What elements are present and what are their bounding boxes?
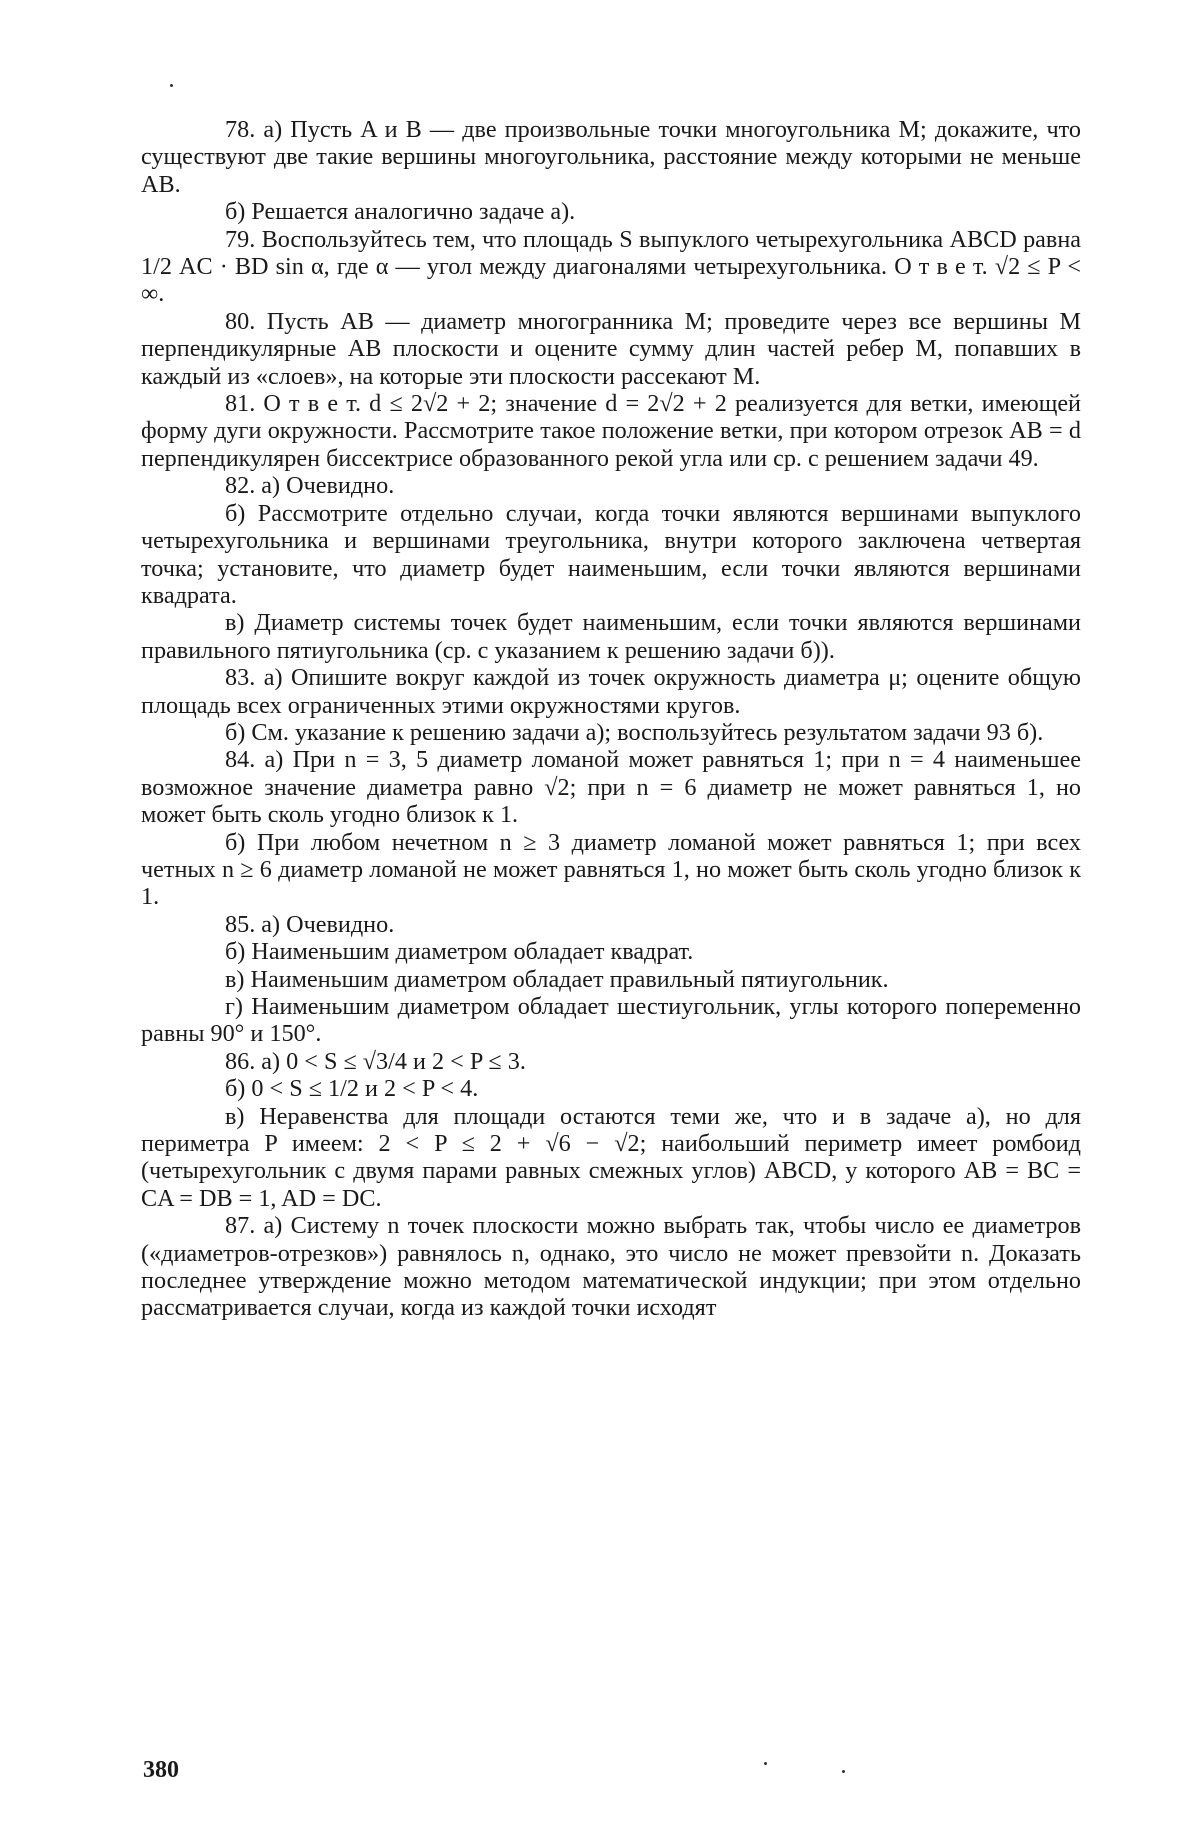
paragraph-83b: б) См. указание к решению задачи а); воспользуйтесь результатом задачи 93 б). [225, 718, 1044, 746]
paragraph-85a: 85. а) Очевидно. [225, 910, 395, 938]
paragraph-86b: б) 0 < S ≤ 1/2 и 2 < P < 4. [225, 1075, 479, 1103]
paragraph-87a: 87. а) Систему n точек плоскости можно выбрать так, чтобы число ее диаметров («диаметров-отрезков») равнялось n, однако, это число не может превзойти n. Доказать последнее утверждение можно методом математической индукции; при этом отдельно рассматривается случаи, когда из каждой точки исходят [141, 1212, 1081, 1322]
paragraph-86v: в) Неравенства для площади остаются теми же, что и в задаче а), но для периметра P имеем: 2 < P ≤ 2 + √6 − √2; наибольший периметр имеет ромбоид (четырехугольник с двумя парами равных смежных углов) ABCD, у которого AB = BC = CA = DB = 1, AD = DC. [141, 1102, 1081, 1212]
paragraph-85g: г) Наименьшим диаметром обладает шестиугольник, углы которого попеременно равны 90° и 150°. [141, 993, 1081, 1048]
paragraph-82b: б) Рассмотрите отдельно случаи, когда точки являются вершинами выпуклого четырехугольника и вершинами треугольника, внутри которого заключена четвертая точка; установите, что диаметр будет наименьшим, если точки являются вершинами квадрата. [141, 499, 1081, 609]
paragraph-84b: б) При любом нечетном n ≥ 3 диаметр ломаной может равняться 1; при всех четных n ≥ 6 диаметр ломаной не может равняться 1, но может быть сколь угодно близок к 1. [141, 828, 1081, 911]
paragraph-83a: 83. а) Опишите вокруг каждой из точек окружность диаметра μ; оцените общую площадь всех ограниченных этими окружностями кругов. [141, 664, 1081, 719]
paragraph-80: 80. Пусть AB — диаметр многогранника M; проведите через все вершины M перпендикулярные AB плоскости и оцените сумму длин частей ребер M, попавших в каждый из «слоев», на которые эти плоскости рассекают M. [141, 307, 1081, 390]
paragraph-85b: б) Наименьшим диаметром обладает квадрат. [225, 938, 694, 966]
scan-speck [764, 1762, 767, 1765]
paragraph-81: 81. О т в е т. d ≤ 2√2 + 2; значение d = 2√2 + 2 реализуется для ветки, имеющей форму дуги окружности. Рассмотрите такое положение ветки, при котором отрезок AB = d перпендикулярен биссектрисе образованного рекой угла или ср. с решением задачи 49. [141, 390, 1081, 472]
paragraph-84a: 84. а) При n = 3, 5 диаметр ломаной может равняться 1; при n = 4 наименьшее возможное значение диаметра равно √2; при n = 6 диаметр не может равняться 1, но может быть сколь угодно близок к 1. [141, 746, 1081, 829]
paragraph-79: 79. Воспользуйтесь тем, что площадь S выпуклого четырехугольника ABCD равна 1/2 AC · BD sin α, где α — угол между диагоналями четырехугольника. О т в е т. √2 ≤ P < ∞. [141, 225, 1081, 308]
paragraph-78b: б) Решается аналогично задаче а). [225, 198, 576, 226]
answers-text [141, 116, 1081, 1322]
paragraph-78a: 78. а) Пусть A и B — две произвольные точки многоугольника M; докажите, что существуют две такие вершины многоугольника, расстояние между которыми не меньше AB. [141, 116, 1081, 198]
paragraph-85v: в) Наименьшим диаметром обладает правильный пятиугольник. [225, 965, 889, 993]
scan-speck [170, 84, 173, 87]
scan-speck [842, 1770, 845, 1773]
paragraph-86a: 86. а) 0 < S ≤ √3/4 и 2 < P ≤ 3. [225, 1047, 526, 1075]
page-number: 380 [143, 1757, 179, 1783]
paragraph-82v: в) Диаметр системы точек будет наименьшим, если точки являются вершинами правильного пятиугольника (ср. с указанием к решению задачи б)). [141, 609, 1081, 664]
paragraph-82a: 82. а) Очевидно. [225, 472, 395, 500]
